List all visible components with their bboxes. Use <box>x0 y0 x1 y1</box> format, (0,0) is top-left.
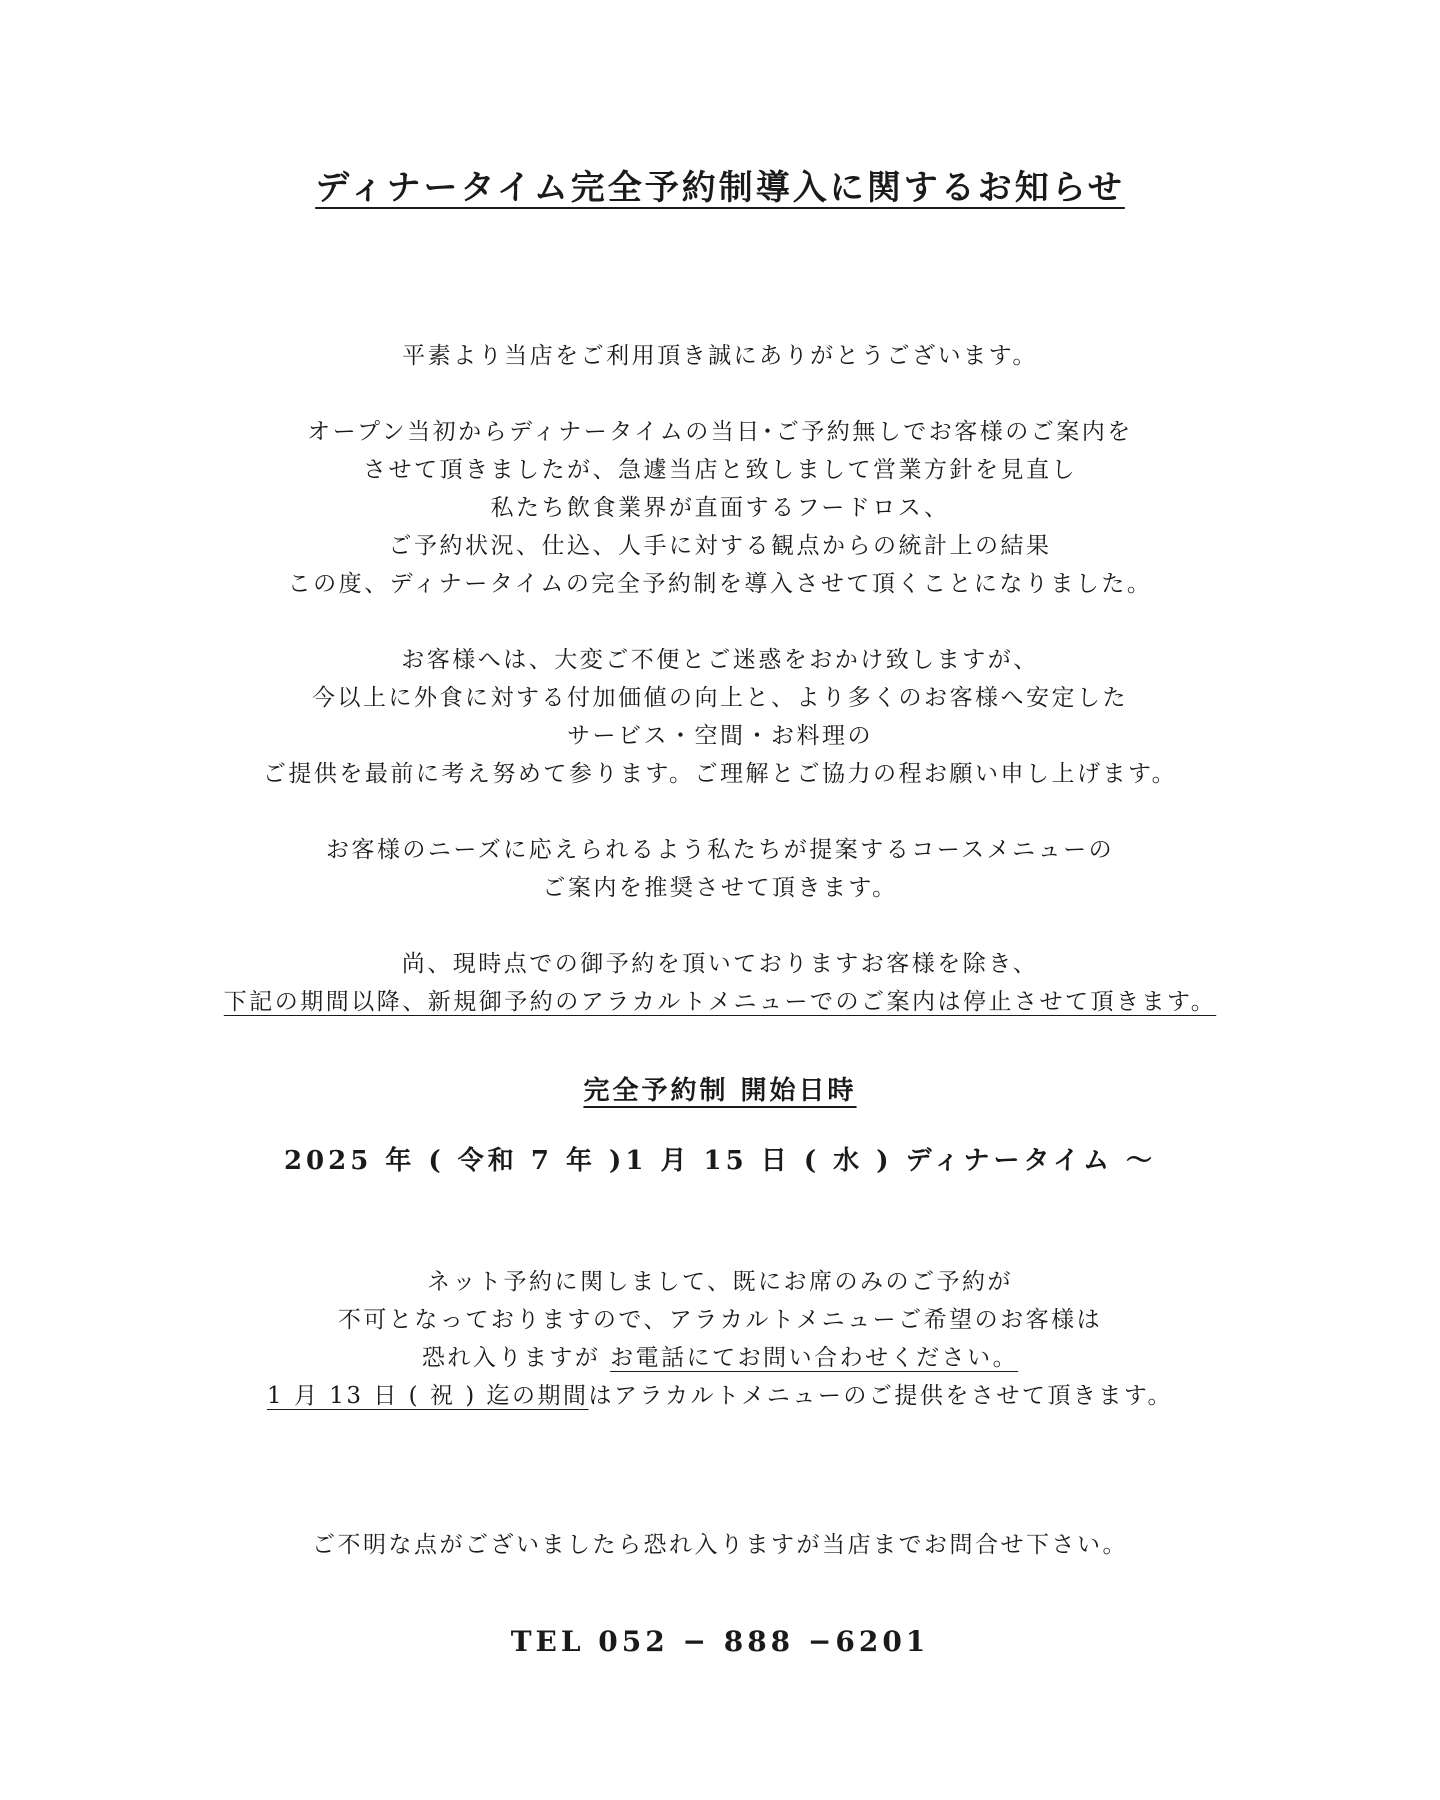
start-heading-text: 完全予約制 開始日時 <box>583 1076 857 1106</box>
paragraph-line: 尚、現時点での御予約を頂いておりますお客様を除き、 <box>401 951 1039 977</box>
paragraph-course-menu <box>0 831 1440 907</box>
paragraph-line: 今以上に外食に対する付加価値の向上と、より多くのお客様へ安定した <box>312 685 1128 711</box>
greeting-line: 平素より当店をご利用頂き誠にありがとうございます。 <box>402 343 1038 369</box>
contact-line: ご不明な点がございましたら恐れ入りますが当店までお問合せ下さい。 <box>312 1532 1128 1558</box>
paragraph-line: 不可となっておりますので、アラカルトメニューご希望のお客様は <box>337 1307 1103 1333</box>
paragraph-alacarte-stop <box>0 945 1440 1021</box>
paragraph-line: オープン当初からディナータイムの当日･ご予約無しでお客様のご案内を <box>307 419 1133 445</box>
paragraph-apology <box>0 641 1440 793</box>
alacarte-period-suffix: はアラカルトメニューのご提供をさせて頂きます。 <box>588 1383 1173 1409</box>
paragraph-policy-change <box>0 413 1440 603</box>
phone-number: TEL 052 − 888 −6201 <box>510 1625 930 1658</box>
net-reservation-notice <box>0 1263 1440 1415</box>
paragraph-line: ご提供を最前に考え努めて参ります。ご理解とご協力の程お願い申し上げます。 <box>262 761 1178 787</box>
paragraph-line-underlined <box>0 983 1440 1021</box>
phone-request-link: お電話にてお問い合わせください。 <box>610 1345 1019 1371</box>
start-heading <box>0 1070 1440 1107</box>
start-date: 2025 年 ( 令和 7 年 )1 月 15 日 ( 水 ) ディナータイム 〜 <box>283 1146 1157 1176</box>
notice-title <box>0 160 1440 209</box>
paragraph-line: ご案内を推奨させて頂きます。 <box>542 875 898 901</box>
paragraph-line: ご予約状況、仕込、人手に対する観点からの統計上の結果 <box>388 533 1052 559</box>
paragraph-line <box>0 1339 1440 1377</box>
contact-block <box>0 1526 1440 1564</box>
paragraph-line: この度、ディナータイムの完全予約制を導入させて頂くことになりました。 <box>287 571 1153 597</box>
paragraph-line: 私たち飲食業界が直面するフードロス、 <box>490 495 950 521</box>
greeting-block <box>0 337 1440 375</box>
notice-title-text: ディナータイム完全予約制導入に関するお知らせ <box>315 168 1125 208</box>
paragraph-line <box>0 1377 1440 1415</box>
phone-request-prefix: 恐れ入りますが <box>421 1345 611 1371</box>
paragraph-line: お客様へは、大変ご不便とご迷惑をおかけ致しますが、 <box>401 647 1039 673</box>
paragraph-line: お客様のニーズに応えられるよう私たちが提案するコースメニューの <box>325 837 1115 863</box>
paragraph-line: ネット予約に関しまして、既にお席のみのご予約が <box>426 1269 1014 1295</box>
paragraph-line: サービス・空間・お料理の <box>567 723 873 749</box>
alacarte-period: 1 月 13 日 ( 祝 ) 迄の期間 <box>267 1383 589 1409</box>
alacarte-stop-notice: 下記の期間以降、新規御予約のアラカルトメニューでのご案内は停止させて頂きます。 <box>223 989 1217 1015</box>
paragraph-line: させて頂きましたが、急遽当店と致しまして営業方針を見直し <box>363 457 1077 483</box>
